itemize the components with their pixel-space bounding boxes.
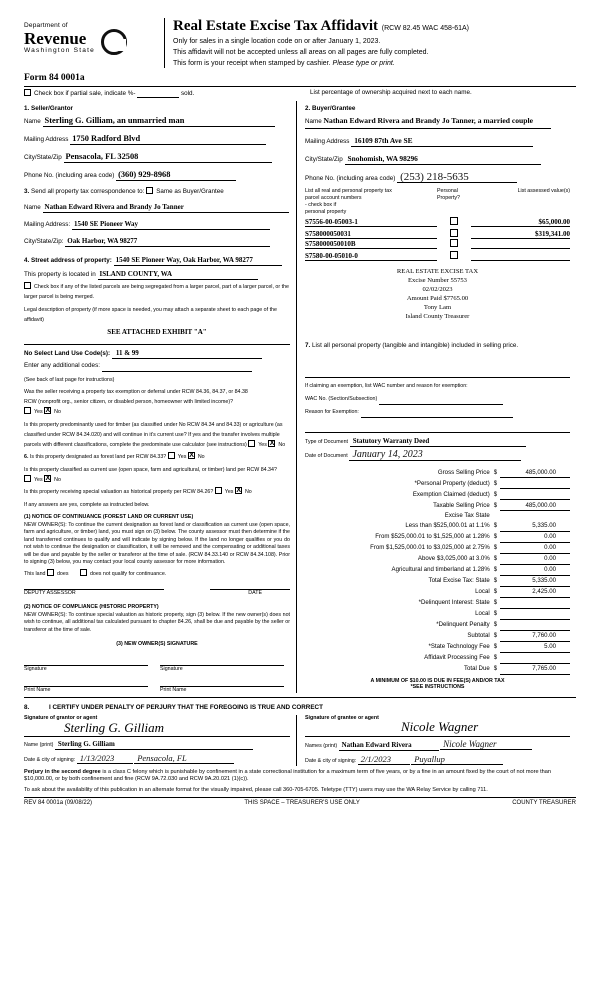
grantor-city-value[interactable]: Pensacola, FL [134, 753, 234, 764]
personal-prop-checkbox-3[interactable] [450, 251, 458, 259]
partial-sale-percent[interactable] [137, 90, 179, 98]
department-line2: Revenue [24, 28, 87, 48]
land-does-not-checkbox[interactable] [80, 569, 87, 576]
section4-county-value[interactable]: ISLAND COUNTY, WA [98, 269, 258, 280]
q2-no-checkbox[interactable] [268, 440, 275, 447]
fin-label-5: Less than $525,000.01 at 1.1% [405, 522, 490, 530]
title-block [164, 18, 576, 68]
fin-value-18[interactable]: 7,765.00 [500, 663, 570, 674]
notice2-body: NEW OWNER(S): To continue special valuation as historic property, sign (3) below. If the new owner(s) does not wish to continue, all additional tax calculated pursuant to chapter 84.26, shall be due and payable by the seller or transferor at the time of sale. [24, 611, 290, 633]
parcel-number-1[interactable]: S758000050031 [305, 230, 437, 239]
buyer-name-value[interactable]: Nathan Edward Rivera and Brandy Jo Tanner, a married couple [323, 116, 533, 125]
legal-desc-value[interactable]: SEE ATTACHED EXHIBIT "A" [107, 328, 207, 336]
seller-csz-value[interactable]: Pensacola, FL 32508 [64, 152, 272, 163]
accessibility-note: To ask about the availability of this publication in an alternate format for the visually impaired, please call 360-705-6705. Teletype (TTY) users may use the WA Relay Service by calling 711. [24, 786, 488, 793]
fin-label-12: *Delinquent Interest: State [418, 599, 490, 606]
seller-heading [24, 104, 290, 114]
assessed-value-0[interactable]: $65,000.00 [471, 218, 570, 227]
q1-text: Was the seller receiving a property tax exemption or deferral under RCW 84.36, 84.37, or 84.38 RCW (nonprofit org., senior citizen, or disabled person, homeowner with limited income)? [24, 389, 248, 405]
q1-yes-checkbox[interactable] [24, 407, 31, 414]
table-row: *Personal Property (deduct) $ [305, 478, 570, 489]
grantor-signature-block [24, 715, 296, 766]
grantor-signature-value: Sterling G. Gilliam [64, 719, 165, 735]
section3-mailing-row [24, 219, 290, 230]
q1-answers [24, 409, 61, 415]
section5-landuse-value[interactable]: 11 & 99 [112, 348, 262, 359]
form-title-text: Real Estate Excise Tax Affidavit [173, 18, 378, 34]
grantor-name-row [24, 739, 290, 750]
buyer-phone-value[interactable]: (253) 218-5635 [397, 172, 517, 183]
partial-sale-checkbox[interactable] [24, 89, 31, 96]
stamp-line-5: Tony Lam [423, 304, 452, 311]
legal-desc-value-row [24, 327, 290, 338]
segregated-label: Check box if any of the listed parcels are being segregated from a larger parcel, part of a larger parcel, or the larger parcel is being merged. [24, 284, 289, 300]
buyer-mailing-label: Mailing Address [305, 138, 350, 145]
parcel-hdr-3: - check box if [305, 202, 337, 208]
notice1-body: NEW OWNER(S): To continue the current designation as forest land or classification as current use (open space, farm and agriculture, or timber) land, you must sign on (3) below. The county assessor must then determine if the land transferred continues to qualify and will indicate by signing below. If the land no longer qualifies or you do not wish to continue the designation or classification, it will be removed and the compensating or additional taxes will be due and payable by the seller or transferor at the time of sale. (RCW 84.33.140 or RCW 84.34.108). Prior to signing (3) below, you may contact your local county assessor for more information. [24, 522, 290, 566]
section8-no: 8. [24, 703, 30, 711]
parcel-number-2[interactable]: S758000050010B [305, 240, 437, 249]
personal-prop-hdr-2: Property? [437, 195, 460, 201]
notice2-title: (2) NOTICE OF COMPLIANCE (HISTORIC PROPERTY) [24, 603, 159, 610]
q2-text: Is this property predominantly used for timber (as classified under No RCW 84.34 and 84.33) or agriculture (as classified under RCW 84.34.020) and will continue in it's current use? If yes and the transfer involves multiple parcels with different classifications, complete the predominate use calculator (see instructions) [24, 421, 283, 448]
buyer-csz-value[interactable]: Snohomish, WA 98296 [345, 154, 541, 165]
q2-yes-label: Yes [258, 441, 267, 448]
table-row [305, 511, 570, 521]
table-row: *State Technology Fee $ 5.00 [305, 641, 570, 652]
seller-phone-value[interactable]: (360) 929-8968 [116, 170, 236, 181]
fin-label-7: From $1,525,000.01 to $3,025,000 at 2.75% [370, 544, 490, 551]
buyer-name-row [305, 116, 570, 127]
section3-csz-row [24, 236, 290, 247]
form-title [173, 18, 576, 35]
fin-value-6[interactable]: 0.00 [500, 531, 570, 542]
section6-no: 6. [24, 454, 29, 460]
q4-answers [24, 477, 61, 483]
fin-value-16[interactable]: 5.00 [500, 641, 570, 652]
fin-label-15: Subtotal [467, 632, 490, 639]
department-line1: Department of [24, 22, 68, 29]
fin-value-0[interactable]: 485,000.00 [500, 467, 570, 478]
grantee-sig-label: Signature of grantee or agent [305, 714, 379, 721]
parcel-hdr-1: List all real and personal property tax [305, 188, 392, 194]
footer-right: COUNTY TREASURER [512, 800, 576, 807]
treasurer-stamp [305, 267, 570, 321]
stamp-line-1: REAL ESTATE EXCISE TAX [396, 268, 479, 275]
section3-no: 3. [24, 188, 30, 195]
ownership-note: List percentage of ownership acquired next to each name. [310, 89, 472, 96]
grantor-signature-field[interactable] [24, 721, 290, 737]
q5-no-checkbox[interactable] [235, 487, 242, 494]
table-row [305, 229, 570, 239]
table-row [305, 251, 570, 261]
stamp-line-2: Excise Number 55753 [408, 277, 467, 284]
notice1-title: (1) NOTICE OF CONTINUANCE (FOREST LAND OR CURRENT USE) [24, 514, 194, 520]
buyer-csz-label: City/State/Zip [305, 156, 343, 163]
table-row: Total Excise Tax: State $ 5,335.00 [305, 575, 570, 586]
personal-prop-checkbox-1[interactable] [450, 229, 458, 237]
doctype-row [305, 436, 570, 447]
q4-row [24, 465, 290, 485]
q5-no-label: No [244, 489, 252, 495]
section5-label: Select Land Use Code(s): [34, 349, 111, 357]
exemption-claim-label: If claiming an exemption, list WAC number and reason for exemption: [305, 383, 468, 389]
fin-value-15[interactable]: 7,760.00 [500, 630, 570, 641]
right-column [296, 101, 570, 693]
personal-prop-hdr-1: Personal [437, 188, 458, 194]
seller-mailing-row [24, 134, 290, 145]
section7-no: 7. [305, 342, 311, 349]
seller-phone-label: Phone No. (including area code) [24, 172, 115, 179]
q1-no-label: No [54, 409, 61, 415]
table-row: *Delinquent Interest: State $ [305, 597, 570, 608]
grantee-name-row [305, 739, 570, 751]
table-row: Less than $525,000.01 at 1.1% $ 5,335.00 [305, 521, 570, 532]
grantee-signature-block [296, 715, 570, 766]
seller-name-label: Name [24, 118, 41, 125]
subtitle-2: This affidavit will not be accepted unless all areas on all pages are fully completed. [173, 49, 429, 56]
q3-row [24, 452, 290, 462]
department-block [24, 18, 164, 55]
legal-desc-label: Legal description of property (if more space is needed, you may attach a separate sheet to each page of the affidavit) [24, 306, 277, 323]
notice3-title: (3) NEW OWNER(S) SIGNATURE [116, 641, 198, 648]
grantor-sig-label: Signature of grantor or agent [24, 714, 98, 721]
fin-label-3: Taxable Selling Price [433, 501, 490, 509]
section7-label: List all personal property (tangible and intangible) included in selling price. [312, 342, 519, 349]
fin-label-9: Agricultural and timberland at 1.28% [391, 566, 490, 573]
form-footer [24, 797, 576, 806]
parcel-rows [305, 217, 570, 261]
fin-label-11: Local [475, 588, 490, 595]
signature-columns [24, 715, 576, 766]
deputy-assessor-label: DEPUTY ASSESSOR [24, 589, 76, 596]
wac-label: WAC No. (Section/Subsection) [305, 395, 378, 402]
fin-label-8: Above $3,025,000 at 3.0% [417, 555, 490, 562]
seller-csz-row [24, 152, 290, 163]
parcel-table-header [305, 188, 570, 216]
q3-no-label: No [197, 454, 205, 460]
reason-row [305, 407, 570, 418]
stamp-line-6: Island County Treasurer [405, 313, 470, 320]
fin-value-2[interactable] [500, 489, 570, 500]
grantee-name-value-2[interactable]: Nicole Wagner [440, 739, 532, 750]
new-owner-sig2-label: Signature [160, 666, 183, 673]
assessed-value-3[interactable] [471, 252, 570, 261]
table-row [305, 239, 570, 249]
stamp-line-3: 02/02/2023 [422, 286, 453, 293]
section4-address-row [24, 255, 290, 266]
land-does-label: does [56, 570, 69, 577]
wac-value[interactable] [379, 394, 503, 405]
q5-row [24, 487, 290, 497]
parcel-number-3[interactable]: S7580-00-05010-0 [305, 252, 437, 261]
section4-segregate-row [24, 282, 290, 302]
q2-no-label: No [278, 441, 286, 448]
fin-value-14[interactable] [500, 619, 570, 630]
section3-mailing-label: Mailing Address: [24, 221, 71, 228]
seller-csz-label: City/State/Zip [24, 154, 62, 161]
new-owner-print1-label: Print Name [24, 687, 51, 694]
section5-no: No [24, 349, 33, 357]
stamp-line-4: Amount Paid $7765.00 [406, 295, 469, 302]
q4-no-label: No [54, 476, 61, 483]
section8-title: I CERTIFY UNDER PENALTY OF PERJURY THAT THE FOREGOING IS TRUE AND CORRECT [49, 703, 323, 711]
q4-yes-checkbox[interactable] [24, 475, 31, 482]
section4-county-label: This property is located in [24, 270, 96, 278]
fin-label-18: Total Due [463, 665, 490, 672]
fin-value-8[interactable]: 0.00 [500, 553, 570, 564]
table-row: *Delinquent Penalty $ [305, 619, 570, 630]
seller-mailing-label: Mailing Address [24, 136, 69, 143]
fin-label-1: *Personal Property (deduct) [414, 479, 490, 487]
section5-addl-row [24, 361, 290, 372]
deputy-date-label: DATE [248, 589, 262, 596]
new-owner-print2-label: Print Name [160, 687, 187, 694]
reason-label: Reason for Exemption: [305, 409, 359, 415]
docdate-row [305, 450, 570, 461]
grantee-date-row [305, 754, 570, 766]
certification-section [24, 697, 576, 806]
buyer-phone-row [305, 172, 570, 184]
grantor-date-row [24, 753, 290, 765]
minimum-fee-note: A MINIMUM OF $10.00 IS DUE IN FEE(S) AND/OR TAX [370, 677, 505, 684]
same-as-buyer-checkbox[interactable] [146, 187, 153, 194]
fin-value-7[interactable]: 0.00 [500, 542, 570, 553]
grantor-date-label: Date & city of signing: [24, 756, 76, 763]
q5-text: Is this property receiving special valuation as historical property per RCW 84.26? [24, 489, 214, 495]
parcel-hdr-4: personal property [305, 209, 347, 215]
buyer-section-title: Buyer/Grantee [312, 104, 356, 112]
q3-text: Is this property designated as forest land per RCW 84.33? [29, 454, 167, 460]
seller-section-title: Seller/Grantor [31, 104, 74, 112]
q5-answers [215, 489, 252, 495]
section4-county-row [24, 269, 290, 280]
land-does-checkbox[interactable] [47, 569, 54, 576]
parcel-hdr-2: parcel account numbers [305, 195, 362, 201]
section3-mailing-value[interactable]: 1540 SE Pioneer Way [72, 219, 270, 230]
buyer-csz-row [305, 154, 570, 165]
table-row: Exemption Claimed (deduct) $ [305, 489, 570, 500]
section3-text: Send all property tax correspondence to: [31, 188, 145, 195]
table-row: From $1,525,000.01 to $3,025,000 at 2.75% $ 0.00 [305, 542, 570, 553]
main-columns [24, 101, 576, 693]
section5-landuse-row [24, 348, 290, 359]
segregated-checkbox[interactable] [24, 282, 31, 289]
section5-addl-note: (See back of last page for instructions) [24, 376, 115, 383]
table-row: Subtotal $ 7,760.00 [305, 630, 570, 641]
parcel-number-0[interactable]: S7556-00-05003-1 [305, 218, 437, 227]
section7-heading [305, 341, 570, 351]
q4-text: Is this property classified as current use (open space, farm and agricultural, or timber) land per RCW 84.34? [24, 466, 277, 473]
docdate-label: Date of Document [305, 453, 348, 459]
subtitle-3 [173, 59, 576, 68]
buyer-phone-label: Phone No. (including area code) [305, 175, 396, 182]
fin-value-3[interactable]: 485,000.00 [500, 500, 570, 511]
q3-no-checkbox[interactable] [188, 452, 195, 459]
subtitle-3-text: This form is your receipt when stamped by cashier. [173, 60, 331, 67]
q2-row [24, 420, 290, 450]
form-title-rcw: (RCW 82.45 WAC 458-61A) [381, 25, 470, 32]
table-row: Local $ 2,425.00 [305, 586, 570, 597]
table-row: Agricultural and timberland at 1.28% $ 0.00 [305, 564, 570, 575]
fin-value-17[interactable] [500, 652, 570, 663]
grantee-signature-value: Nicole Wagner [401, 718, 479, 734]
fin-value-9[interactable]: 0.00 [500, 564, 570, 575]
this-land-row [24, 569, 290, 579]
buyer-name-label: Name [305, 118, 322, 125]
grantee-date-label: Date & city of signing: [305, 757, 357, 764]
fin-value-1[interactable] [500, 478, 570, 489]
grantee-city-value[interactable]: Puyallup [411, 754, 503, 765]
q4-no-checkbox[interactable] [44, 475, 51, 482]
q3-yes-label: Yes [177, 454, 187, 460]
fin-label-17: Affidavit Processing Fee [424, 654, 490, 661]
table-row: From $525,000.01 to $1,525,000 at 1.28% $ 0.00 [305, 531, 570, 542]
section3-name-label: Name [24, 204, 41, 211]
section4-label: Street address of property: [31, 257, 112, 264]
same-as-buyer-label: Same as Buyer/Grantee [156, 188, 224, 195]
section3-name-value[interactable]: Nathan Edward Rivera and Brandy Jo Tanner [43, 202, 289, 213]
seller-phone-row [24, 170, 290, 181]
legal-desc-label-row [24, 305, 290, 325]
table-row: Local $ [305, 608, 570, 619]
certify-heading [24, 703, 576, 713]
perjury-body: is a class C felony which is punishable by confinement in a state correctional institution for a maximum term of five years, or by a fine in an amount fixed by the court of not more than $10,000.00, or by both confinement and fine (RCW 9A.72.030 and RCW 9A.20.021 (1)(c)). [24, 768, 552, 783]
this-land-label: This land [24, 570, 46, 577]
financial-table [305, 467, 570, 675]
section5-addl-label: Enter any additional codes: [24, 362, 100, 369]
table-row [305, 217, 570, 227]
see-instructions-note: *SEE INSTRUCTIONS [410, 683, 465, 690]
section3-csz-value[interactable]: Oak Harbor, WA 98277 [65, 236, 270, 247]
assessed-value-1[interactable]: $319,341.00 [471, 230, 570, 239]
grantee-signature-field[interactable] [305, 718, 570, 737]
q2-yes-checkbox[interactable] [248, 440, 255, 447]
table-row: Total Due $ 7,765.00 [305, 663, 570, 674]
fin-label-13: Local [475, 610, 490, 617]
fin-label-0: Gross Selling Price [437, 468, 490, 476]
seller-section-no: 1. [24, 104, 30, 112]
grantor-name-value[interactable]: Sterling G. Gilliam [55, 739, 253, 750]
q4-yes-label: Yes [34, 476, 43, 483]
department-line3: Washington State [24, 46, 96, 54]
fin-label-10: Total Excise Tax: State [428, 577, 490, 584]
fin-label-16: *State Technology Fee [428, 643, 490, 650]
doctype-label: Type of Document [305, 439, 348, 445]
grantor-date-value[interactable]: 1/13/2023 [77, 753, 133, 764]
land-does-not-label: does not qualify for continuance. [89, 570, 167, 577]
header-divider [24, 86, 576, 87]
grantee-date-value[interactable]: 2/1/2023 [358, 754, 410, 765]
fin-label-6: From $525,000.01 to $1,525,000 at 1.28% [375, 533, 490, 540]
seller-mailing-value[interactable]: 1750 Radford Blvd [70, 134, 266, 145]
footer-revision: REV 84 0001a (09/08/22) [24, 800, 93, 807]
partial-sale-sold: sold. [181, 90, 195, 97]
section5-addl-value[interactable] [102, 361, 252, 372]
q5-yes-label: Yes [224, 489, 234, 495]
wac-row [305, 394, 570, 405]
fin-value-5[interactable]: 5,335.00 [500, 521, 570, 532]
fin-label-2: Exemption Claimed (deduct) [412, 490, 490, 498]
perjury-lead: Perjury in the second degree [24, 768, 101, 775]
fin-value-13[interactable] [500, 608, 570, 619]
section3-heading [24, 187, 290, 197]
seller-name-row [24, 116, 290, 127]
form-number: Form 84 0001a [24, 73, 85, 83]
form-sheet [24, 18, 576, 806]
subtitle-1: Only for sales in a single location code on or after January 1, 2023. [173, 38, 381, 45]
perjury-note [24, 769, 576, 784]
doctype-value[interactable]: Statutory Warranty Deed [350, 436, 526, 447]
section3-name-row [24, 202, 290, 213]
buyer-mailing-row [305, 136, 570, 147]
buyer-section-no: 2. [305, 104, 311, 112]
table-row: Affidavit Processing Fee $ [305, 652, 570, 663]
section4-no: 4. [24, 257, 30, 264]
grantee-name-label: Names (print) [305, 743, 338, 750]
q1-row [24, 387, 290, 417]
subtitle-3-italic: Please type or print. [332, 60, 395, 67]
new-owner-sig1-label: Signature [24, 666, 47, 673]
assessed-value-hdr: List assessed value(s) [517, 188, 570, 194]
if-any-yes-note: If any answers are yes, complete as instructed below. [24, 501, 150, 508]
grantee-name-value[interactable]: Nathan Edward Rivera [339, 740, 439, 751]
footer-center: THIS SPACE – TREASURER'S USE ONLY [244, 800, 360, 807]
q1-no-checkbox[interactable] [44, 407, 51, 414]
partial-sale-label: Check box if partial sale, indicate %- [34, 90, 136, 97]
fin-label-14: *Delinquent Penalty [436, 621, 490, 628]
fin-value-12[interactable] [500, 597, 570, 608]
section4-address-value[interactable]: 1540 SE Pioneer Way, Oak Harbor, WA 98277 [114, 255, 282, 266]
docdate-value[interactable]: January 14, 2023 [349, 450, 521, 461]
table-row: Above $3,025,000 at 3.0% $ 0.00 [305, 553, 570, 564]
buyer-mailing-value[interactable]: 16109 87th Ave SE [351, 136, 533, 147]
revenue-logo-icon [101, 29, 127, 55]
personal-prop-checkbox-0[interactable] [450, 217, 458, 225]
seller-name-value[interactable]: Sterling G. Gilliam, an unmarried man [43, 116, 275, 127]
q2-answers [248, 442, 285, 448]
fin-value-11[interactable]: 2,425.00 [500, 586, 570, 597]
form-header [24, 18, 576, 68]
fin-label-4: Excise Tax State [444, 512, 490, 519]
section3-csz-label: City/State/Zip: [24, 238, 64, 245]
table-row: Gross Selling Price $ 485,000.00 [305, 467, 570, 478]
fin-value-10[interactable]: 5,335.00 [500, 575, 570, 586]
q3-yes-checkbox[interactable] [168, 452, 175, 459]
q5-yes-checkbox[interactable] [215, 487, 222, 494]
grantor-name-label: Name (print) [24, 742, 54, 749]
q1-yes-label: Yes [34, 409, 43, 415]
assessed-value-2[interactable] [471, 240, 570, 249]
left-column [24, 101, 296, 693]
buyer-heading [305, 104, 570, 114]
table-row: Taxable Selling Price $ 485,000.00 [305, 500, 570, 511]
personal-prop-checkbox-2[interactable] [450, 239, 458, 247]
reason-value[interactable] [361, 407, 513, 418]
